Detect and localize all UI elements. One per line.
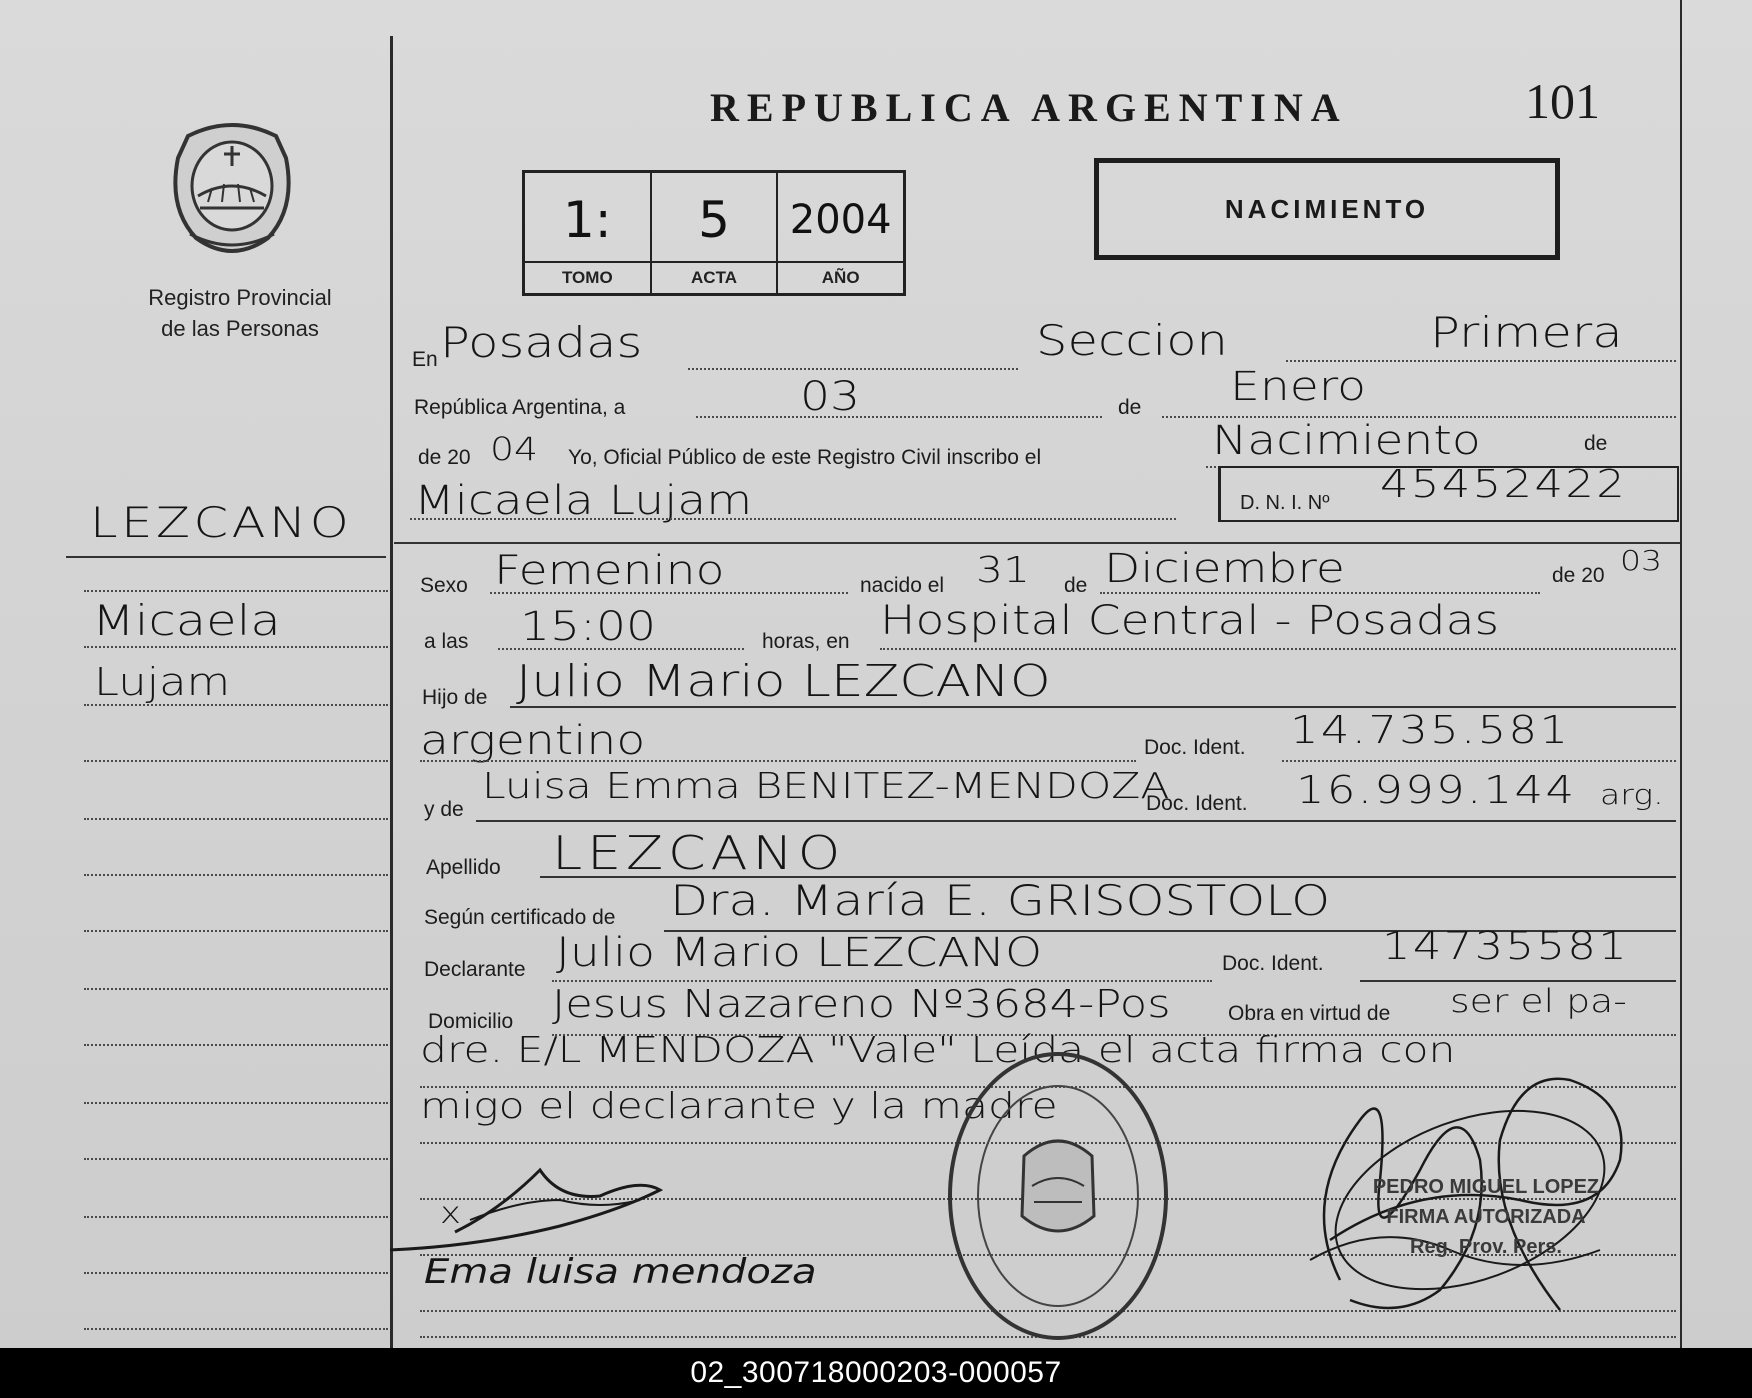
tomo-label: TOMO — [525, 261, 650, 293]
nacido-label: nacido el — [860, 574, 945, 597]
margin-rule — [84, 704, 388, 706]
month-value: Enero — [1230, 364, 1367, 410]
de-label-2: de — [1584, 432, 1608, 455]
margin-rule — [84, 1158, 388, 1160]
obra-label: Obra en virtud de — [1228, 1002, 1391, 1025]
margin-rule — [84, 760, 388, 762]
domicilio-label: Domicilio — [428, 1010, 514, 1033]
de-label-3: de — [1064, 574, 1088, 597]
margin-rule — [84, 1102, 388, 1104]
birth-year-value: 03 — [1620, 544, 1663, 577]
misiones-shield-icon — [168, 118, 296, 258]
tomo-cell — [525, 173, 652, 293]
stamp-line-3: Reg. Prov. Pers. — [1410, 1236, 1562, 1258]
left-column-divider — [390, 36, 393, 1348]
tomo-value: 1: — [563, 191, 612, 249]
alas-label: a las — [424, 630, 469, 653]
margin-rule — [84, 1328, 388, 1330]
acta-label: ACTA — [652, 261, 777, 293]
birth-day-value: 31 — [976, 550, 1031, 591]
registry-name-line-2: de las Personas — [161, 316, 319, 341]
year-suffix-value: 04 — [490, 430, 539, 468]
document-title: REPUBLICA ARGENTINA — [710, 85, 1348, 130]
republica-label: República Argentina, a — [414, 396, 626, 419]
margin-rule — [84, 818, 388, 820]
signer-mark: x — [440, 1196, 461, 1231]
sexo-rule — [490, 592, 848, 594]
ano-value: 2004 — [789, 197, 892, 243]
father-nationality-value: argentino — [420, 718, 646, 764]
margin-surname: LEZCANO — [90, 498, 353, 547]
margin-rule — [84, 1272, 388, 1274]
record-number-box — [522, 170, 906, 296]
obra-line-2: dre. E/L MENDOZA "Vale" Leída el acta firma con — [420, 1030, 1456, 1071]
city-value: Posadas — [440, 318, 643, 367]
dni-value: 45452422 — [1380, 462, 1628, 506]
image-id-footer: 02_300718000203-000057 — [0, 1348, 1752, 1398]
mother-rule — [476, 820, 1676, 822]
birth-month-rule — [1100, 592, 1540, 594]
section-value: Seccion — [1036, 316, 1228, 365]
dni-label: D. N. I. Nº — [1240, 492, 1330, 514]
margin-rule — [84, 1216, 388, 1218]
sexo-value: Femenino — [494, 548, 725, 594]
stamp-line-1: PEDRO MIGUEL LOPEZ — [1372, 1176, 1600, 1198]
act-value: Nacimiento — [1212, 418, 1481, 464]
registry-name — [100, 282, 380, 344]
hora-value: 15:00 — [520, 604, 657, 650]
mother-name-value: Luisa Emma BENITEZ-MENDOZA — [482, 766, 1170, 807]
oficial-text: Yo, Oficial Público de este Registro Civil inscribo el — [568, 446, 1042, 469]
father-nationality-rule — [420, 760, 1136, 762]
en-label: En — [412, 348, 438, 371]
authorized-signature-stamp — [1336, 1172, 1636, 1262]
child-name-value: Micaela Lujam — [414, 478, 753, 524]
birth-month-value: Diciembre — [1104, 546, 1345, 592]
margin-rule — [66, 556, 386, 558]
margin-rule — [84, 874, 388, 876]
right-page-border — [1680, 0, 1682, 1348]
acta-cell — [652, 173, 779, 293]
birth-place-value: Hospital Central - Posadas — [880, 598, 1500, 644]
certificado-value: Dra. María E. GRISOSTOLO — [670, 876, 1331, 925]
certificado-label: Según certificado de — [424, 906, 616, 929]
obra-line-3: migo el declarante y la madre — [420, 1086, 1058, 1127]
apellido-label: Apellido — [426, 856, 501, 879]
margin-rule — [84, 930, 388, 932]
ano-label: AÑO — [778, 261, 903, 293]
father-doc-value: 14.735.581 — [1290, 708, 1571, 752]
margin-rule — [84, 1044, 388, 1046]
official-round-seal — [944, 1046, 1172, 1346]
declarante-label: Declarante — [424, 958, 526, 981]
hora-rule — [498, 648, 744, 650]
margin-rule — [84, 646, 388, 648]
apellido-value: LEZCANO — [552, 826, 846, 880]
margin-given-name-2: Lujam — [94, 660, 231, 704]
de-label: de — [1118, 396, 1142, 419]
declarante-value: Julio Mario LEZCANO — [556, 930, 1043, 976]
doc-label-2: Doc. Ident. — [1146, 792, 1248, 815]
margin-rule — [84, 590, 388, 592]
section-divider — [394, 542, 1680, 544]
ano-cell — [778, 173, 903, 293]
de20-label: de 20 — [1552, 564, 1605, 587]
section-ordinal-value: Primera — [1430, 308, 1623, 357]
margin-rule — [84, 988, 388, 990]
sexo-label: Sexo — [420, 574, 468, 597]
mother-signature: Ema luisa mendoza — [424, 1252, 817, 1292]
declarante-doc-value: 14735581 — [1382, 924, 1630, 968]
page-number: 101 — [1525, 73, 1600, 129]
hijo-label: Hijo de — [422, 686, 488, 709]
city-rule — [688, 368, 1018, 370]
act-type-box: NACIMIENTO — [1094, 158, 1560, 260]
stamp-line-2: FIRMA AUTORIZADA — [1386, 1206, 1586, 1228]
section-rule — [1286, 360, 1676, 362]
domicilio-value: Jesus Nazareno Nº3684-Pos — [552, 982, 1171, 1026]
doc-label: Doc. Ident. — [1144, 736, 1246, 759]
mother-doc-value: 16.999.144 — [1296, 768, 1577, 812]
horas-label: horas, en — [762, 630, 850, 653]
registry-name-line-1: Registro Provincial — [148, 285, 332, 310]
birth-place-rule — [880, 648, 1676, 650]
margin-given-name-1: Micaela — [92, 596, 281, 645]
yde-label: y de — [424, 798, 464, 821]
acta-value: 5 — [698, 191, 730, 249]
father-name-value: Julio Mario LEZCANO — [516, 656, 1051, 707]
father-doc-rule — [1282, 760, 1676, 762]
mother-nationality-value: arg. — [1600, 778, 1664, 811]
year-prefix-label: de 20 — [418, 446, 471, 469]
day-rule — [696, 416, 1102, 418]
doc-label-3: Doc. Ident. — [1222, 952, 1324, 975]
name-rule — [410, 518, 1176, 520]
obra-line-1: ser el pa- — [1450, 982, 1627, 1020]
day-value: 03 — [800, 374, 861, 420]
